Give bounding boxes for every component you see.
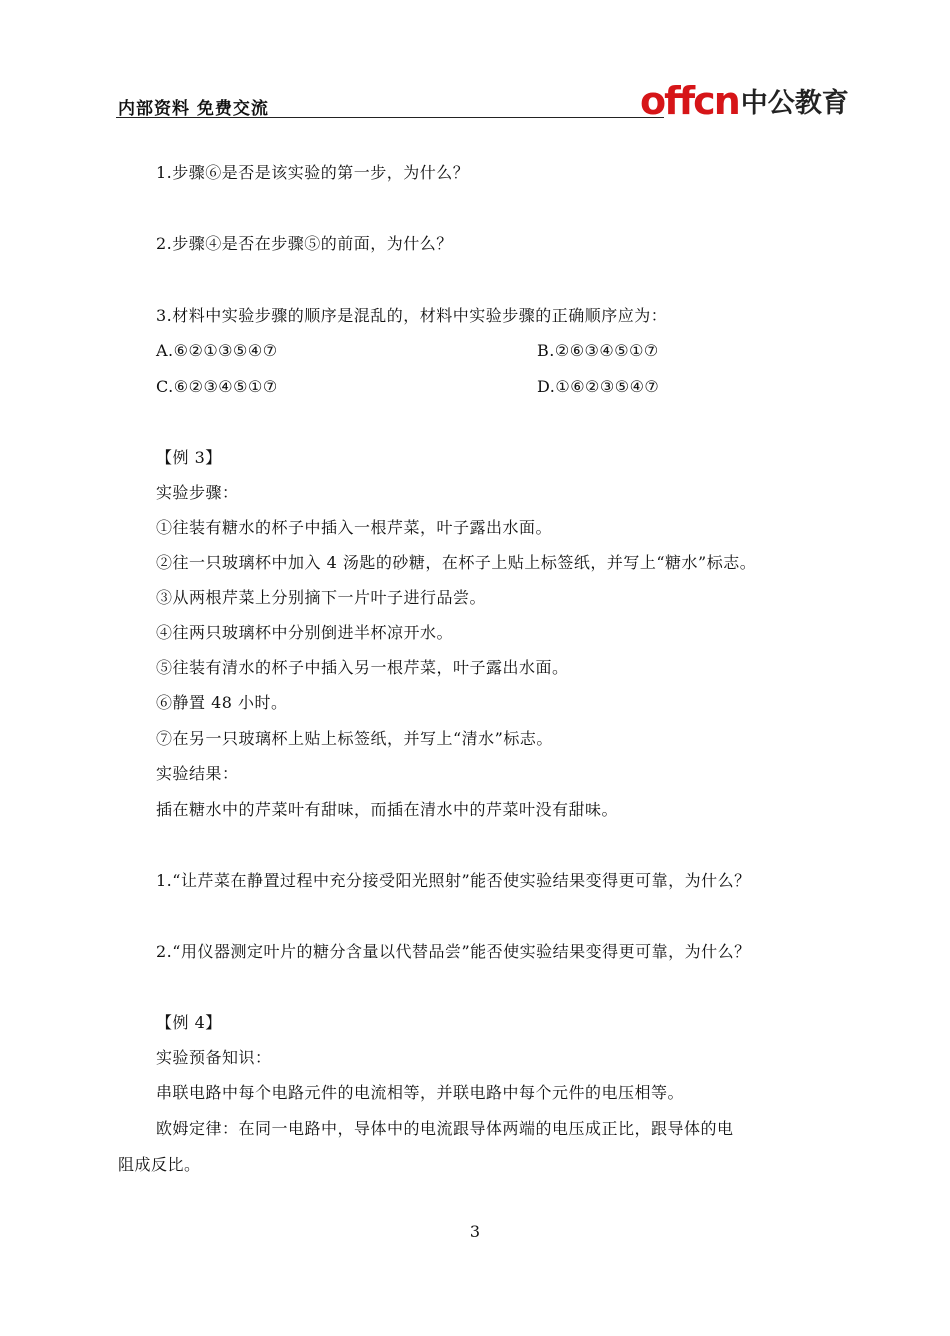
logo-english: offcn (640, 79, 739, 123)
offcn-logo (640, 78, 849, 123)
example-4-title: 【例 4】 (156, 1013, 222, 1032)
option-c: C.⑥②③④⑤①⑦ (156, 377, 278, 396)
step-6: ⑥静置 48 小时。 (156, 693, 288, 712)
step-3: ③从两根芹菜上分别摘下一片叶子进行品尝。 (156, 588, 487, 607)
steps-label: 实验步骤： (156, 483, 239, 502)
example-3-title: 【例 3】 (156, 448, 222, 467)
question-2: 2.步骤④是否在步骤⑤的前面，为什么？ (156, 234, 453, 253)
question-1: 1.步骤⑥是否是该实验的第一步，为什么？ (156, 163, 470, 182)
example-3-question-2: 2.“用仪器测定叶片的糖分含量以代替品尝”能否使实验结果变得更可靠，为什么？ (156, 942, 751, 961)
option-a: A.⑥②①③⑤④⑦ (156, 341, 278, 360)
result-label: 实验结果： (156, 764, 239, 783)
prep-line-2a: 欧姆定律：在同一电路中，导体中的电流跟导体两端的电压成正比，跟导体的电 (156, 1119, 734, 1138)
step-5: ⑤往装有清水的杯子中插入另一根芹菜，叶子露出水面。 (156, 658, 569, 677)
option-d: D.①⑥②③⑤④⑦ (537, 377, 660, 396)
step-4: ④往两只玻璃杯中分别倒进半杯凉开水。 (156, 623, 454, 642)
result-text: 插在糖水中的芹菜叶有甜味，而插在清水中的芹菜叶没有甜味。 (156, 800, 619, 819)
option-b: B.②⑥③④⑤①⑦ (537, 341, 659, 360)
page-number: 3 (469, 1222, 481, 1241)
step-1: ①往装有糖水的杯子中插入一根芹菜，叶子露出水面。 (156, 518, 553, 537)
step-7: ⑦在另一只玻璃杯上贴上标签纸，并写上“清水”标志。 (156, 729, 553, 748)
step-2: ②往一只玻璃杯中加入 4 汤匙的砂糖，在杯子上贴上标签纸，并写上“糖水”标志。 (156, 553, 757, 572)
header-caption: 内部资料 免费交流 (118, 99, 269, 119)
prep-label: 实验预备知识： (156, 1048, 272, 1067)
logo-chinese: 中公教育 (740, 88, 849, 119)
prep-line-2b: 阻成反比。 (118, 1155, 201, 1174)
prep-line-1: 串联电路中每个电路元件的电流相等，并联电路中每个元件的电压相等。 (156, 1083, 685, 1102)
header-divider (116, 117, 664, 118)
example-3-question-1: 1.“让芹菜在静置过程中充分接受阳光照射”能否使实验结果变得更可靠，为什么？ (156, 871, 751, 890)
question-3: 3.材料中实验步骤的顺序是混乱的，材料中实验步骤的正确顺序应为： (156, 306, 668, 325)
